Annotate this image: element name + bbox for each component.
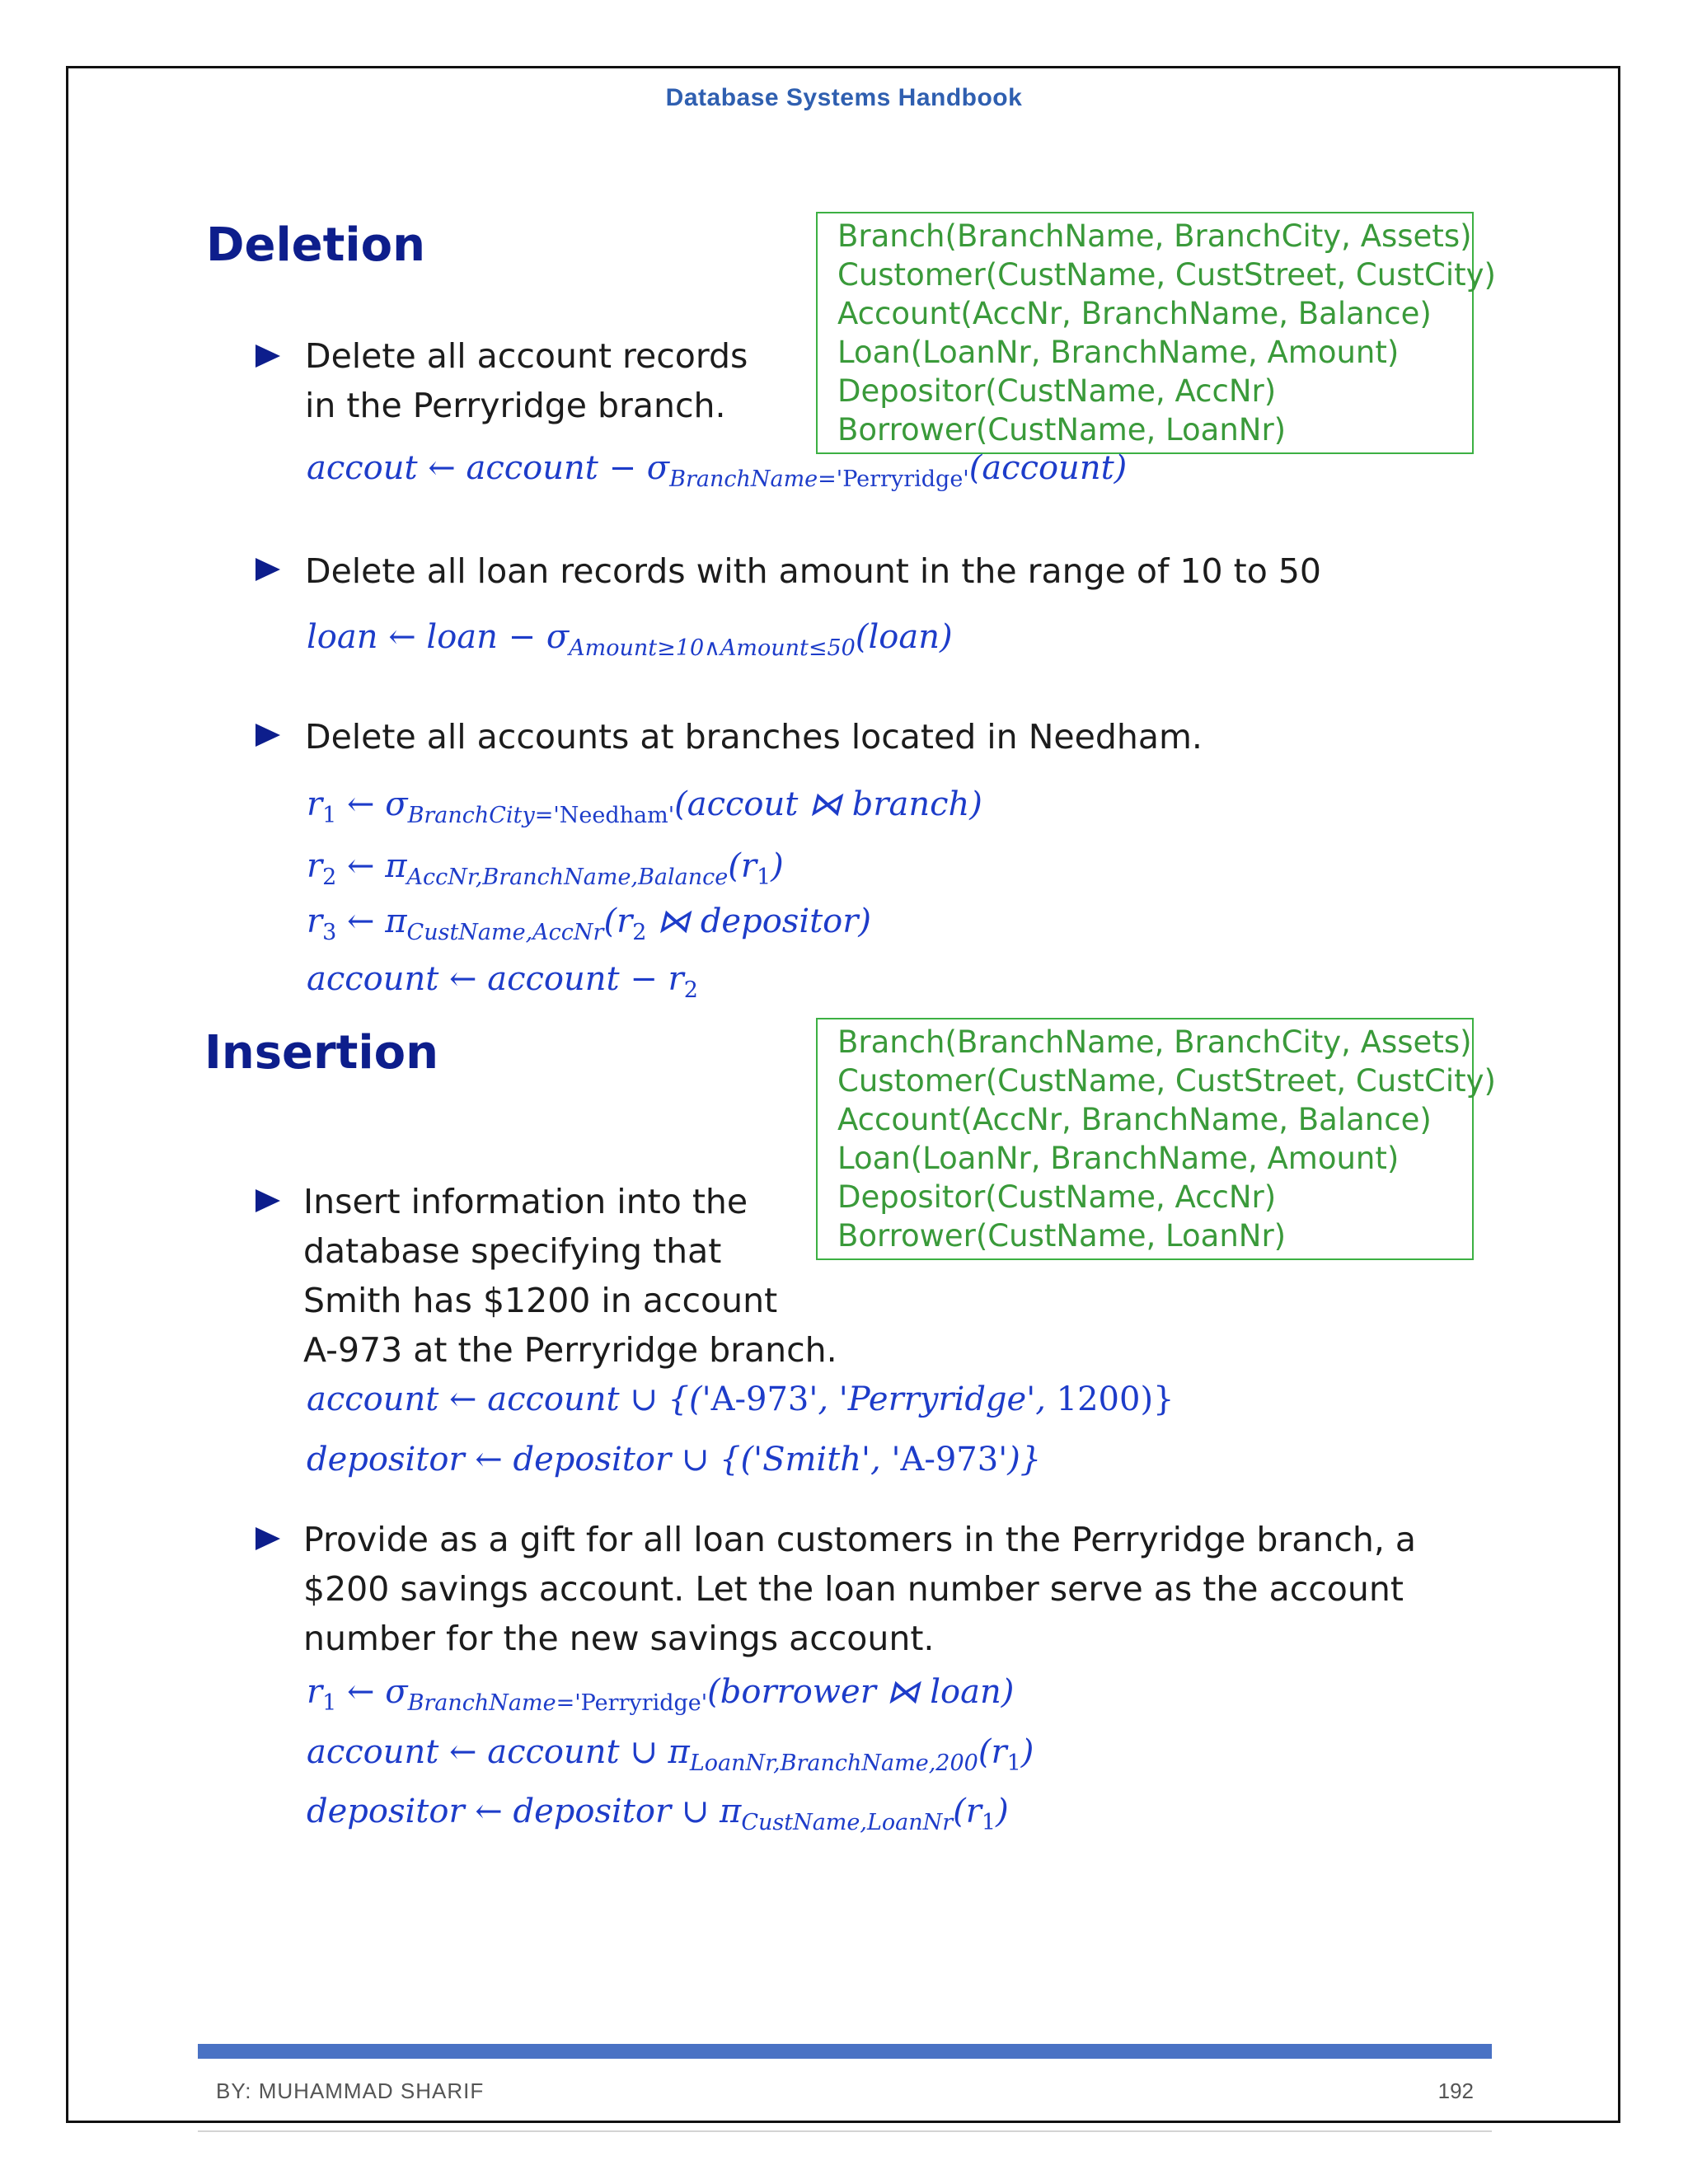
deletion-heading: Deletion [206, 218, 425, 272]
footer-divider [198, 2044, 1492, 2059]
page-header: Database Systems Handbook [665, 84, 1023, 111]
deletion-schema-box [816, 212, 1496, 454]
insertion-expr-3: $r_1$ ← $\sigma_{BranchName='Perryridge'}(borrower$ ⋈ loan) [307, 1673, 1015, 1716]
insertion-bullet-1: Insert information into the database specifying that Smith has $1200 in account A-973 at the Perryridge branch. [303, 1182, 837, 1370]
insertion-heading: Insertion [204, 1026, 438, 1080]
deletion-expr-1: accout ← account − $\sigma_{BranchName='Perryridge'}(account)$ [307, 449, 1128, 492]
schema-line: Customer(CustName, CustStreet, CustCity) [837, 257, 1496, 293]
schema-line: Borrower(CustName, LoanNr) [837, 1218, 1287, 1254]
schema-line: Borrower(CustName, LoanNr) [837, 412, 1287, 448]
schema-line: Customer(CustName, CustStreet, CustCity) [837, 1063, 1496, 1099]
insertion-expr-4: account ← account ∪ $\pi_{LoanNr,BranchName,200}(r_1)$ [307, 1733, 1034, 1776]
insertion-expr-1: account ← account ∪ {('A-973', 'Perryridge', 1200)} [307, 1380, 1175, 1418]
insertion-expr-2: depositor ← depositor ∪ {('Smith', 'A-973')} [307, 1441, 1042, 1479]
schema-line: Branch(BranchName, BranchCity, Assets) [837, 1024, 1472, 1060]
bullet-triangle-icon [256, 1527, 280, 1550]
schema-line: Loan(LoanNr, BranchName, Amount) [837, 335, 1400, 370]
page-number: 192 [1437, 2079, 1474, 2103]
footer-author: BY: MUHAMMAD SHARIF [216, 2079, 485, 2103]
bullet-triangle-icon [256, 344, 280, 368]
schema-line: Account(AccNr, BranchName, Balance) [837, 1102, 1432, 1137]
insertion-bullet-2: Provide as a gift for all loan customers in the Perryridge branch, a $200 savings account. Let the loan number serve as the account number for the new savings account. [303, 1520, 1417, 1658]
bullet-triangle-icon [256, 1189, 280, 1212]
deletion-bullet-3: Delete all accounts at branches located in Needham. [305, 717, 1203, 757]
deletion-bullet-1: Delete all account records in the Perryridge branch. [305, 336, 748, 425]
schema-line: Depositor(CustName, AccNr) [837, 1179, 1277, 1215]
deletion-expr-2: loan ← loan − $\sigma_{Amount\ge 10\wedge Amount\le 50}(loan)$ [307, 618, 953, 661]
deletion-expr-6: account ← account − $r_2$ [307, 960, 698, 1003]
deletion-expr-5: $r_3$ ← $\pi_{CustName,AccNr}(r_2$ ⋈ depositor) [307, 902, 871, 945]
deletion-expr-4: $r_2$ ← $\pi_{AccNr,BranchName,Balance}(r_1)$ [307, 847, 784, 890]
bottom-rule [198, 2130, 1492, 2132]
schema-line: Loan(LoanNr, BranchName, Amount) [837, 1141, 1400, 1176]
bullet-triangle-icon [256, 724, 280, 747]
insertion-schema-box [816, 1018, 1496, 1260]
schema-line: Branch(BranchName, BranchCity, Assets) [837, 218, 1472, 254]
schema-line: Depositor(CustName, AccNr) [837, 373, 1277, 409]
bullet-triangle-icon [256, 558, 280, 581]
schema-line: Account(AccNr, BranchName, Balance) [837, 296, 1432, 331]
deletion-bullet-2: Delete all loan records with amount in the range of 10 to 50 [305, 551, 1322, 591]
deletion-expr-3: $r_1$ ← $\sigma_{BranchCity='Needham'}(accout$ ⋈ branch) [307, 785, 982, 828]
insertion-expr-5: depositor ← depositor ∪ $\pi_{CustName,LoanNr}(r_1)$ [307, 1793, 1009, 1835]
